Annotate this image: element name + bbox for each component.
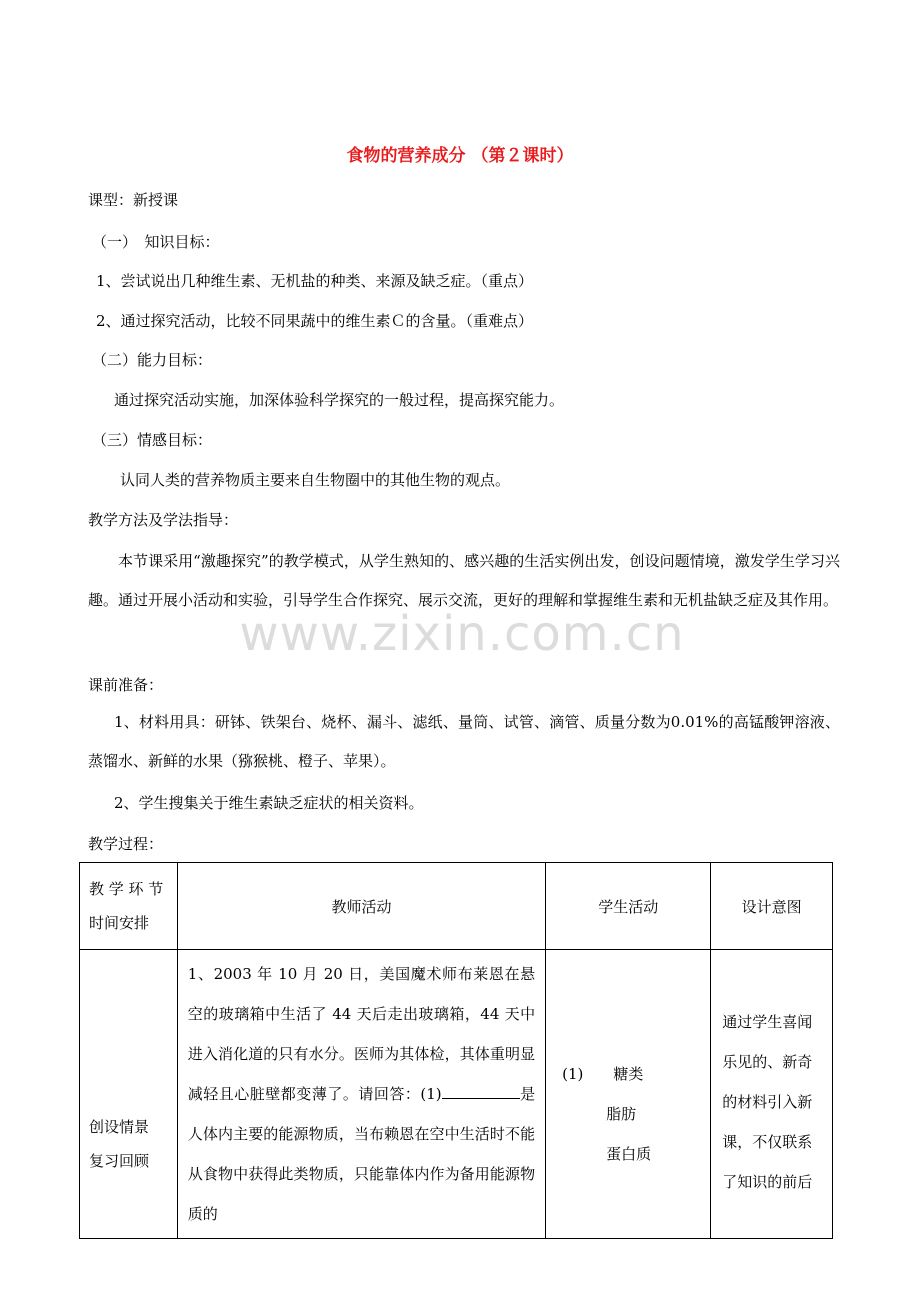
header-stage-line1: 教 学 环 节 xyxy=(89,880,164,898)
table-row xyxy=(80,950,833,1239)
header-stage xyxy=(80,863,178,950)
row-design-intent: 通过学生喜闻乐见的、新奇的材料引入新课，不仅联系了知识的前后 xyxy=(711,950,833,1239)
watermark: www.zixin.com.cn xyxy=(239,606,685,662)
header-student: 学生活动 xyxy=(546,863,711,950)
knowledge-item-2: 2、通过探究活动，比较不同果蔬中的维生素Ｃ的含量。（重难点） xyxy=(96,312,534,330)
teaching-process-table xyxy=(79,862,833,1239)
row-stage-line1: 创设情景 xyxy=(89,1118,150,1136)
header-intent: 设计意图 xyxy=(711,863,833,950)
teacher-text-part2: 是人体内主要的能源物质，当布赖恩在空中生活时不能从食物中获得此类物质，只能靠体内作为备用能源物质的 xyxy=(187,1085,536,1223)
emotion-text: 认同人类的营养物质主要来自生物圈中的其他生物的观点。 xyxy=(120,471,511,489)
row-stage-line2: 复习回顾 xyxy=(89,1152,150,1170)
emotion-heading: （三）情感目标： xyxy=(92,431,213,449)
knowledge-item-1: 1、尝试说出几种维生素、无机盐的种类、来源及缺乏症。（重点） xyxy=(96,272,534,290)
teacher-text-part1: 1、2003 年 10 月 20 日，美国魔术师布莱恩在悬空的玻璃箱中生活了 44 天后走出玻璃箱，44 天中进入消化道的只有水分。医师为其体检，其体重明显减轻且心脏壁都变薄了。请回答：(1) xyxy=(187,965,536,1103)
row-teacher-activity xyxy=(177,950,545,1239)
ability-text: 通过探究活动实施，加深体验科学探究的一般过程，提高探究能力。 xyxy=(114,391,565,409)
knowledge-heading: （一） 知识目标： xyxy=(92,233,220,251)
page-title: 食物的营养成分 （第２课时） xyxy=(346,146,574,166)
ability-heading: （二）能力目标： xyxy=(92,351,213,369)
student-answer-2: 脂肪 xyxy=(606,1105,637,1123)
student-answer-3: 蛋白质 xyxy=(606,1145,652,1163)
process-heading: 教学过程： xyxy=(88,835,164,853)
student-answer-1: (1) 糖类 xyxy=(562,1065,644,1083)
header-teacher: 教师活动 xyxy=(177,863,545,950)
method-text: 本节课采用“激趣探究”的教学模式，从学生熟知的、感兴趣的生活实例出发，创设问题情境，激发学生学习兴趣。通过开展小活动和实验，引导学生合作探究、展示交流，更好的理解和掌握维生素和无机盐缺乏症及其作用。 xyxy=(88,552,840,609)
header-stage-line2: 时间安排 xyxy=(89,914,150,932)
table-header-row xyxy=(80,863,833,950)
answer-blank xyxy=(442,1084,520,1099)
row-stage xyxy=(80,950,178,1239)
prep-item-2: 2、学生搜集关于维生素缺乏症状的相关资料。 xyxy=(114,794,424,812)
method-heading: 教学方法及学法指导： xyxy=(88,511,239,529)
prep-item-1: 1、材料用具：研钵、铁架台、烧杯、漏斗、滤纸、量筒、试管、滴管、质量分数为0.01%的高锰酸钾溶液、蒸馏水、新鲜的水果（猕猴桃、橙子、苹果）。 xyxy=(88,713,840,770)
prep-heading: 课前准备： xyxy=(88,676,164,694)
row-student-activity xyxy=(546,950,711,1239)
course-type: 课型：新授课 xyxy=(88,191,179,209)
